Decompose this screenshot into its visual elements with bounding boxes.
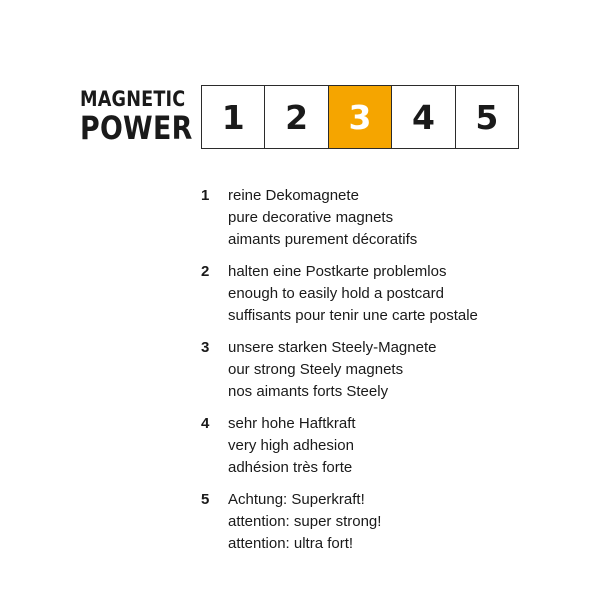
legend-number: 5	[201, 491, 210, 508]
power-legend	[201, 185, 581, 565]
legend-text-en: attention: super strong!	[228, 513, 382, 530]
legend-text-de: halten eine Postkarte problemlos	[228, 263, 447, 280]
legend-description	[228, 185, 417, 251]
legend-text-de: sehr hohe Haftkraft	[228, 415, 356, 432]
legend-text-de: reine Dekomagnete	[228, 187, 359, 204]
legend-text-fr: attention: ultra fort!	[228, 535, 354, 552]
legend-text-en: our strong Steely magnets	[228, 361, 404, 378]
legend-number: 3	[201, 339, 210, 356]
legend-description	[228, 337, 436, 403]
scale-level-3: 3	[329, 86, 392, 148]
legend-text-fr: suffisants pour tenir une carte postale	[228, 307, 478, 324]
legend-text-en: pure decorative magnets	[228, 209, 394, 226]
scale-level-5: 5	[456, 86, 518, 148]
scale-level-4: 4	[392, 86, 455, 148]
legend-description	[228, 413, 356, 479]
legend-description	[228, 261, 478, 327]
legend-item	[201, 337, 581, 403]
title-line-power: POWER	[80, 109, 193, 147]
legend-text-fr: adhésion très forte	[228, 459, 353, 476]
legend-item	[201, 413, 581, 479]
legend-item	[201, 489, 581, 555]
legend-text-fr: aimants purement décoratifs	[228, 231, 418, 248]
legend-text-en: very high adhesion	[228, 437, 354, 454]
scale-level-1: 1	[202, 86, 265, 148]
legend-number: 1	[201, 187, 210, 204]
legend-item	[201, 261, 581, 327]
title-line-magnetic: MAGNETIC	[80, 87, 186, 111]
legend-description	[228, 489, 381, 555]
legend-number: 4	[201, 415, 210, 432]
power-scale	[201, 85, 519, 149]
legend-text-de: unsere starken Steely-Magnete	[228, 339, 437, 356]
legend-number: 2	[201, 263, 210, 280]
magnetic-power-title	[80, 87, 193, 147]
legend-item	[201, 185, 581, 251]
legend-text-en: enough to easily hold a postcard	[228, 285, 444, 302]
legend-text-fr: nos aimants forts Steely	[228, 383, 389, 400]
legend-text-de: Achtung: Superkraft!	[228, 491, 365, 508]
scale-level-2: 2	[265, 86, 328, 148]
